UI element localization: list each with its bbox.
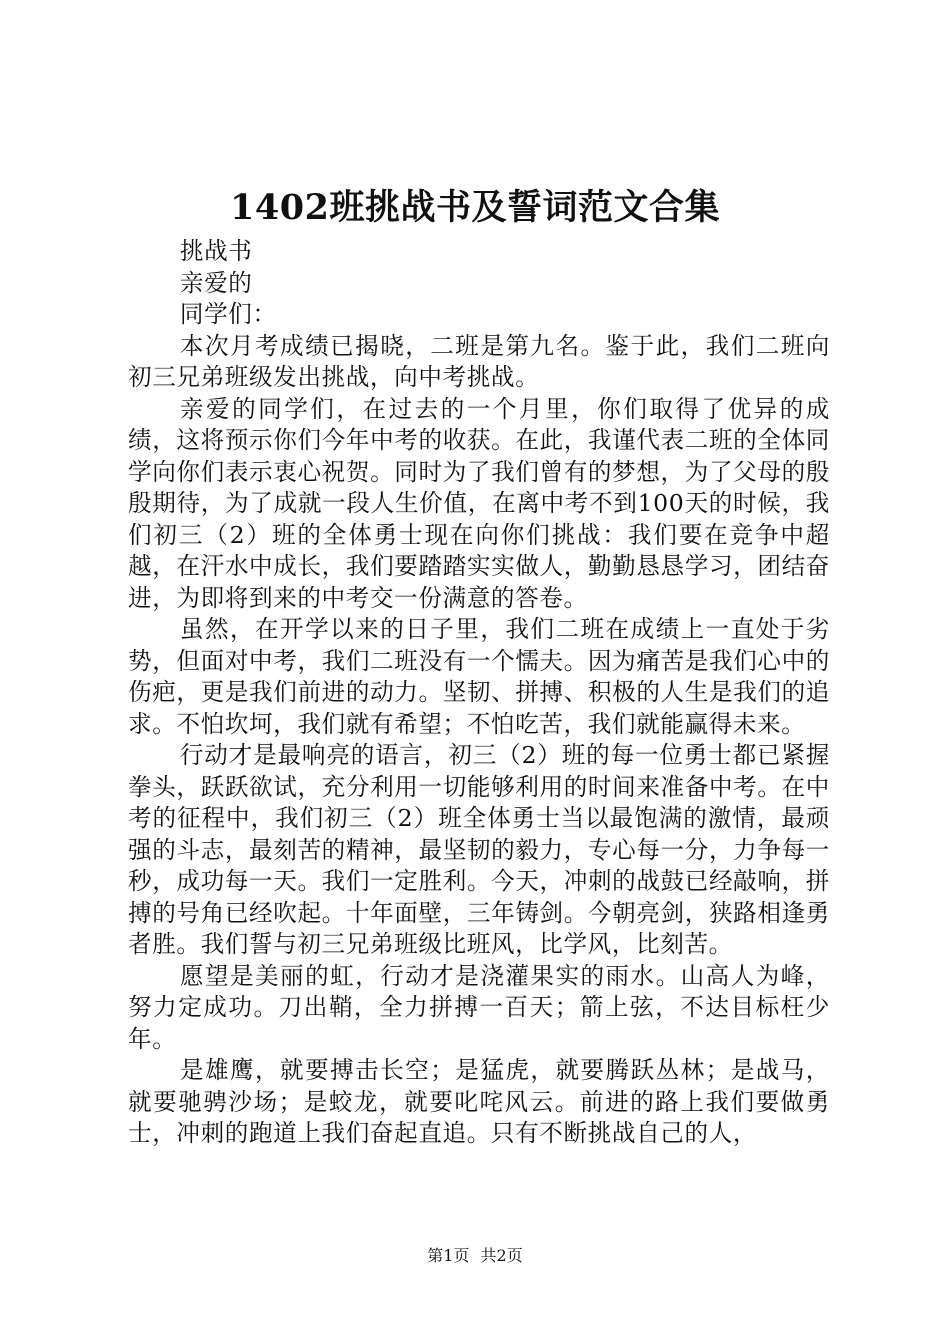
page-number: 第1页 [427,1246,470,1265]
paragraph: 行动才是最响亮的语言，初三（2）班的每一位勇士都已紧握拳头，跃跃欲试，充分利用一切能够利用的时间来准备中考。在中考的征程中，我们初三（2）班全体勇士当以最饱满的激情，最顽强的斗志，最刻苦的精神，最坚韧的毅力，专心每一分，力争每一秒，成功每一天。我们一定胜利。今天，冲刺的战鼓已经敲响，拼搏的号角已经吹起。十年面壁，三年铸剑。今朝亮剑，狭路相逢勇者胜。我们誓与初三兄弟班级比班风，比学风，比刻苦。 [128,741,830,958]
paragraph-heading: 挑战书 [179,237,253,265]
document-title: 1402班挑战书及誓词范文合集 [230,187,720,228]
paragraph: 本次月考成绩已揭晓，二班是第九名。鉴于此，我们二班向初三兄弟班级发出挑战，向中考挑战。 [128,331,830,391]
paragraph-salutation-1: 亲爱的 [179,268,253,297]
page-footer [0,1246,950,1266]
document-body [128,236,830,1150]
page-total: 共2页 [480,1246,523,1265]
paragraph: 愿望是美丽的虹，行动才是浇灌果实的雨水。山高人为峰，努力定成功。刀出鞘，全力拼搏一百天；箭上弦，不达目标枉少年。 [128,961,830,1053]
paragraph: 亲爱的同学们，在过去的一个月里，你们取得了优异的成绩，这将预示你们今年中考的收获。在此，我谨代表二班的全体同学向你们表示衷心祝贺。同时为了我们曾有的梦想，为了父母的殷殷期待，为了成就一段人生价值，在离中考不到100天的时候，我们初三（2）班的全体勇士现在向你们挑战：我们要在竞争中超越，在汗水中成长，我们要踏踏实实做人，勤勤恳恳学习，团结奋进，为即将到来的中考交一份满意的答卷。 [128,394,830,612]
paragraph: 虽然，在开学以来的日子里，我们二班在成绩上一直处于劣势，但面对中考，我们二班没有一个懦夫。因为痛苦是我们心中的伤疤，更是我们前进的动力。坚韧、拼搏、积极的人生是我们的追求。不怕坎坷，我们就有希望；不怕吃苦，我们就能赢得未来。 [128,615,830,738]
paragraph: 是雄鹰，就要搏击长空；是猛虎，就要腾跃丛林；是战马，就要驰骋沙场；是蛟龙，就要叱咤风云。前进的路上我们要做勇士，冲刺的跑道上我们奋起直追。只有不断挑战自己的人， [128,1056,830,1147]
paragraph-salutation-2: 同学们： [179,300,277,328]
